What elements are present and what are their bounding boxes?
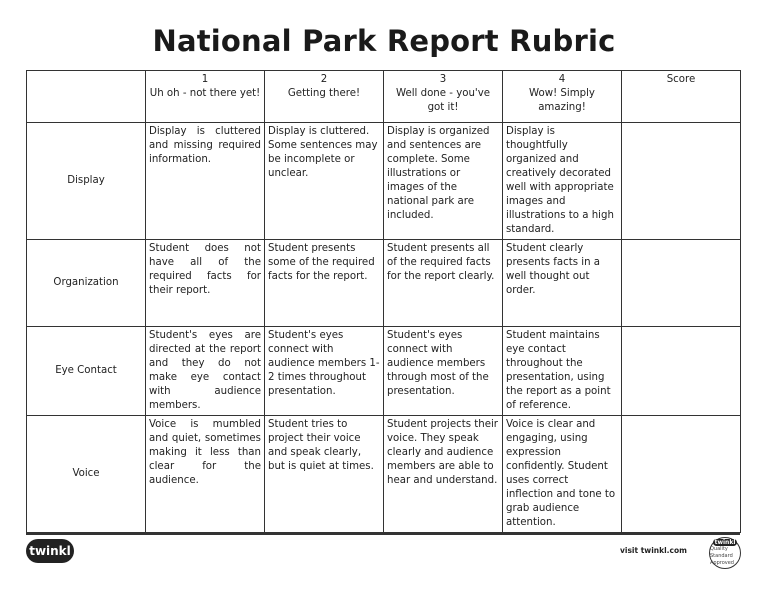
header-row bbox=[27, 71, 741, 123]
rubric-cell: Student maintains eye contact throughout the presentation, using the report as a point of reference. bbox=[503, 327, 622, 416]
criterion-label: Eye Contact bbox=[27, 327, 146, 416]
score-label: Score bbox=[666, 74, 696, 85]
rubric-cell: Student's eyes are directed at the report and they do not make eye contact with audience members. bbox=[146, 327, 265, 416]
level-number: 2 bbox=[320, 74, 328, 85]
table-row-voice bbox=[27, 416, 741, 533]
footer-divider bbox=[26, 533, 740, 535]
level-label: Getting there! bbox=[287, 88, 361, 99]
criterion-label: Voice bbox=[27, 416, 146, 533]
score-cell[interactable] bbox=[622, 123, 741, 240]
header-cell bbox=[27, 71, 146, 123]
badge-logo: twinkl bbox=[714, 539, 736, 546]
level-number: 1 bbox=[201, 74, 209, 85]
rubric-cell: Student does not have all of the required facts for their report. bbox=[146, 240, 265, 327]
twinkl-logo: twinkl bbox=[26, 539, 74, 563]
rubric-cell: Display is cluttered and missing required information. bbox=[146, 123, 265, 240]
rubric-cell: Voice is mumbled and quiet, sometimes making it less than clear for the audience. bbox=[146, 416, 265, 533]
header-level-3 bbox=[384, 71, 503, 123]
header-level-1 bbox=[146, 71, 265, 123]
table-row-organization bbox=[27, 240, 741, 327]
rubric-cell: Display is cluttered. Some sentences may be incomplete or unclear. bbox=[265, 123, 384, 240]
rubric-cell: Display is thoughtfully organized and creatively decorated well with appropriate images and illustrations to a high standard. bbox=[503, 123, 622, 240]
level-number: 4 bbox=[558, 74, 566, 85]
level-label: Uh oh - not there yet! bbox=[149, 88, 261, 99]
criterion-label: Organization bbox=[27, 240, 146, 327]
criterion-label: Display bbox=[27, 123, 146, 240]
rubric-cell: Student tries to project their voice and speak clearly, but is quiet at times. bbox=[265, 416, 384, 533]
rubric-table bbox=[26, 70, 741, 533]
rubric-cell: Student's eyes connect with audience members through most of the presentation. bbox=[384, 327, 503, 416]
header-level-4 bbox=[503, 71, 622, 123]
level-label: Wow! Simply amazing! bbox=[529, 88, 595, 113]
rubric-cell: Display is organized and sentences are complete. Some illustrations or images of the national park are included. bbox=[384, 123, 503, 240]
level-label: Well done - you've got it! bbox=[395, 88, 491, 113]
rubric-cell: Student presents some of the required facts for the report. bbox=[265, 240, 384, 327]
header-level-2 bbox=[265, 71, 384, 123]
level-number: 3 bbox=[439, 74, 447, 85]
rubric-cell: Student clearly presents facts in a well thought out order. bbox=[503, 240, 622, 327]
header-score bbox=[622, 71, 741, 123]
rubric-cell: Student projects their voice. They speak clearly and audience members are able to hear and understand. bbox=[384, 416, 503, 533]
badge-text: Quality Standard Approved bbox=[710, 546, 734, 566]
score-cell[interactable] bbox=[622, 416, 741, 533]
table-row-display bbox=[27, 123, 741, 240]
rubric-cell: Student's eyes connect with audience members 1-2 times throughout presentation. bbox=[265, 327, 384, 416]
rubric-cell: Student presents all of the required facts for the report clearly. bbox=[384, 240, 503, 327]
page-title: National Park Report Rubric bbox=[152, 24, 616, 58]
quality-badge bbox=[709, 537, 741, 569]
score-cell[interactable] bbox=[622, 327, 741, 416]
score-cell[interactable] bbox=[622, 240, 741, 327]
visit-link[interactable]: visit twinkl.com bbox=[620, 546, 687, 555]
rubric-cell: Voice is clear and engaging, using expression confidently. Student uses correct inflection and tone to grab audience attention. bbox=[503, 416, 622, 533]
table-row-eye-contact bbox=[27, 327, 741, 416]
